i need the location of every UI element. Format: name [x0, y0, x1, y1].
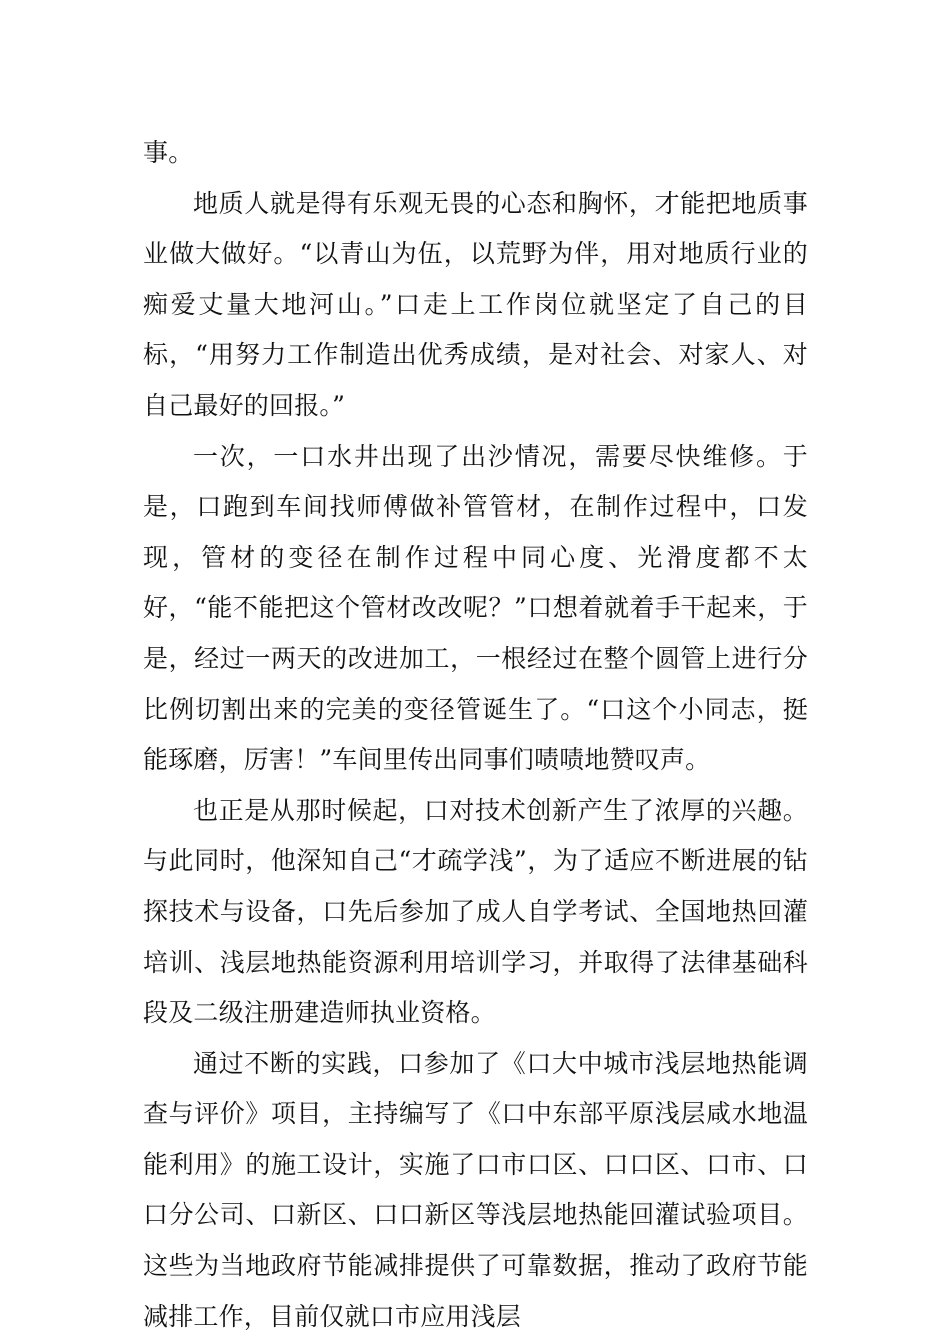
paragraph: 地质人就是得有乐观无畏的心态和胸怀，才能把地质事业做大做好。“以青山为伍，以荒野为伴，用对地质行业的痴爱丈量大地河山。”口走上工作岗位就坚定了自己的目标，“用努力工作制造出优秀成绩，是对社会、对家人、对自己最好的回报。”: [143, 188, 808, 420]
paragraph: 也正是从那时候起，口对技术创新产生了浓厚的兴趣。与此同时，他深知自己“才疏学浅”，为了适应不断进展的钻探技术与设备，口先后参加了成人自学考试、全国地热回灌培训、浅层地热能资源利用培训学习，并取得了法律基础科段及二级注册建造师执业资格。: [143, 795, 808, 1028]
paragraph: 通过不断的实践，口参加了《口大中城市浅层地热能调查与评价》项目，主持编写了《口中东部平原浅层咸水地温能利用》的施工设计，实施了口市口区、口口区、口市、口口分公司、口新区、口口新区等浅层地热能回灌试验项目。这些为当地政府节能减排提供了可靠数据，推动了政府节能减排工作，目前仅就口市应用浅层: [143, 1048, 808, 1331]
paragraph: 一次，一口水井出现了出沙情况，需要尽快维修。于是，口跑到车间找师傅做补管管材，在制作过程中，口发现，管材的变径在制作过程中同心度、光滑度都不太好，“能不能把这个管材改改呢？”口想着就着手干起来，于是，经过一两天的改进加工，一根经过在整个圆管上进行分比例切割出来的完美的变径管诞生了。“口这个小同志，挺能琢磨，厉害！”车间里传出同事们啧啧地赞叹声。: [143, 441, 808, 775]
body-text: [143, 128, 808, 1342]
paragraph-continuation: 事。: [143, 138, 194, 167]
